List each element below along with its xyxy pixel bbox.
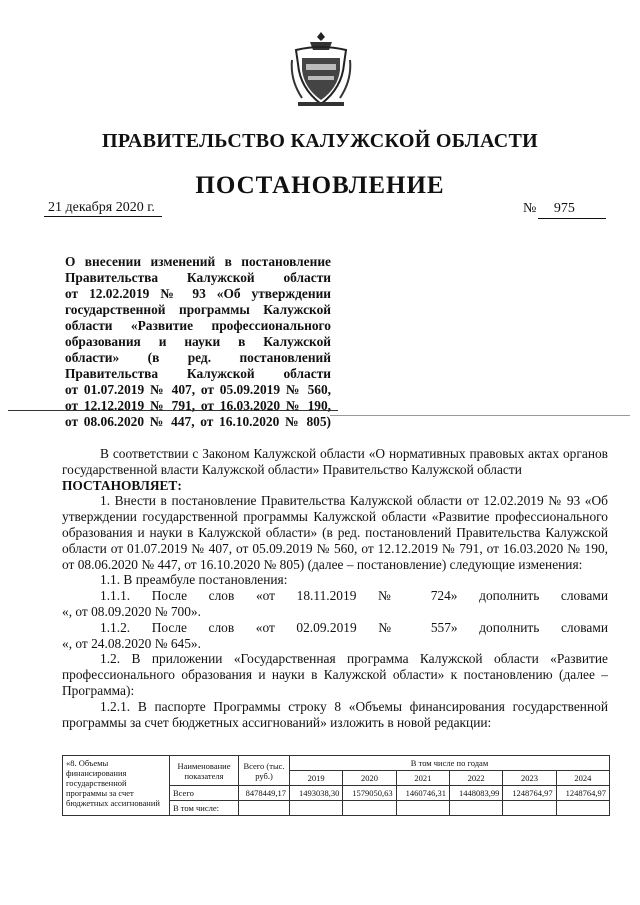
subject-line: от 01.07.2019 № 407, от 05.09.2019 № 560, [65, 382, 331, 397]
total-label: Всего [170, 786, 239, 801]
paragraph-1-1-1-cont: «, от 08.09.2020 № 700». [62, 603, 201, 619]
scan-rule-line [8, 410, 338, 411]
year-header: 2024 [556, 771, 609, 786]
subject-line: образования и науки в Калужской [65, 334, 331, 349]
year-value: 1248764,97 [503, 786, 556, 801]
empty-cell [396, 801, 449, 816]
paragraph-1-1: 1.1. В преамбуле постановления: [100, 572, 288, 588]
empty-cell [343, 801, 396, 816]
paragraph-1-1-2-cont: «, от 24.08.2020 № 645». [62, 635, 201, 651]
col-total-header: Всего (тыс. руб.) [239, 756, 290, 786]
paragraph-1-2-1: 1.2.1. В паспорте Программы строку 8 «Объемы финансирования государственной программы за счет бюджетных ассигнований» изложить в новой редакции: [62, 698, 608, 730]
document-body [62, 446, 608, 730]
date-underline [44, 216, 162, 217]
subject-line: государственной программы Калужской [65, 302, 331, 317]
document-type-title: ПОСТАНОВЛЕНИЕ [195, 172, 445, 199]
financing-table [62, 755, 610, 816]
year-header: 2022 [449, 771, 502, 786]
number-label: № [523, 201, 537, 216]
document-subject [65, 254, 331, 430]
subject-line: Правительства Калужской области [65, 366, 331, 381]
subject-line: от 12.12.2019 № 791, от 16.03.2020 № 190, [65, 398, 331, 413]
paragraph-1-1-2: 1.1.2. После слов «от 02.09.2019 № 557» дополнить словами [100, 619, 608, 635]
document-number [523, 201, 575, 217]
paragraph-1-1-1: 1.1.1. После слов «от 18.11.2019 № 724» дополнить словами [100, 588, 608, 604]
year-value: 1448083,99 [449, 786, 502, 801]
col-years-header: В том числе по годам [290, 756, 610, 771]
empty-cell [290, 801, 343, 816]
coat-of-arms-emblem [290, 30, 352, 110]
subject-line: области» (в ред. постановлений [65, 350, 331, 365]
year-value: 1493038,30 [290, 786, 343, 801]
table-header-row [63, 756, 610, 771]
subject-line: от 12.02.2019 № 93 «Об утверждении [65, 286, 331, 301]
number-underline [538, 218, 606, 219]
subject-line: Правительства Калужской области [65, 270, 331, 285]
year-header: 2020 [343, 771, 396, 786]
year-value: 1248764,97 [556, 786, 609, 801]
paragraph-1: 1. Внести в постановление Правительства Калужской области от 12.02.2019 № 93 «Об утверждении государственной программы Калужской области «Развитие профессионального образования и науки в Калужской области» (в ред. постановлений Правительства Калужской области от 01.07.2019 № 407, от 05.09.2019 № 560, от 12.12.2019 № 791, от 16.03.2020 № 190, от 08.06.2020 № 447, от 16.10.2020 № 805) (далее – постановление) следующие изменения: [62, 493, 608, 572]
total-value: 8478449,17 [239, 786, 290, 801]
number-value: 975 [553, 201, 575, 216]
intro-paragraph: В соответствии с Законом Калужской области «О нормативных правовых актах органов государственной власти Калужской области» Правительство Калужской области [62, 446, 608, 477]
year-value: 1460746,31 [396, 786, 449, 801]
row-label-cell: «8. Объемы финансирования государственной программы за счет бюджетных ассигнований [63, 756, 170, 816]
year-header: 2019 [290, 771, 343, 786]
subject-line: О внесении изменений в постановление [65, 254, 331, 269]
paragraph-1-2: 1.2. В приложении «Государственная программа Калужской области «Развитие профессионального образования и науки в Калужской области» к постановлению (далее – Программа): [62, 651, 608, 698]
year-value: 1579050,63 [343, 786, 396, 801]
col-name-header: Наименование показателя [170, 756, 239, 786]
empty-cell [503, 801, 556, 816]
empty-cell [239, 801, 290, 816]
incl-label: В том числе: [170, 801, 239, 816]
document-date: 21 декабря 2020 г. [48, 200, 155, 215]
scan-rule-line [330, 415, 630, 416]
subject-line: области «Развитие профессионального [65, 318, 331, 333]
empty-cell [556, 801, 609, 816]
resolves-heading: ПОСТАНОВЛЯЕТ: [62, 477, 182, 493]
year-header: 2021 [396, 771, 449, 786]
empty-cell [449, 801, 502, 816]
year-header: 2023 [503, 771, 556, 786]
subject-line: от 08.06.2020 № 447, от 16.10.2020 № 805) [65, 414, 331, 429]
government-title: ПРАВИТЕЛЬСТВО КАЛУЖСКОЙ ОБЛАСТИ [102, 130, 538, 152]
